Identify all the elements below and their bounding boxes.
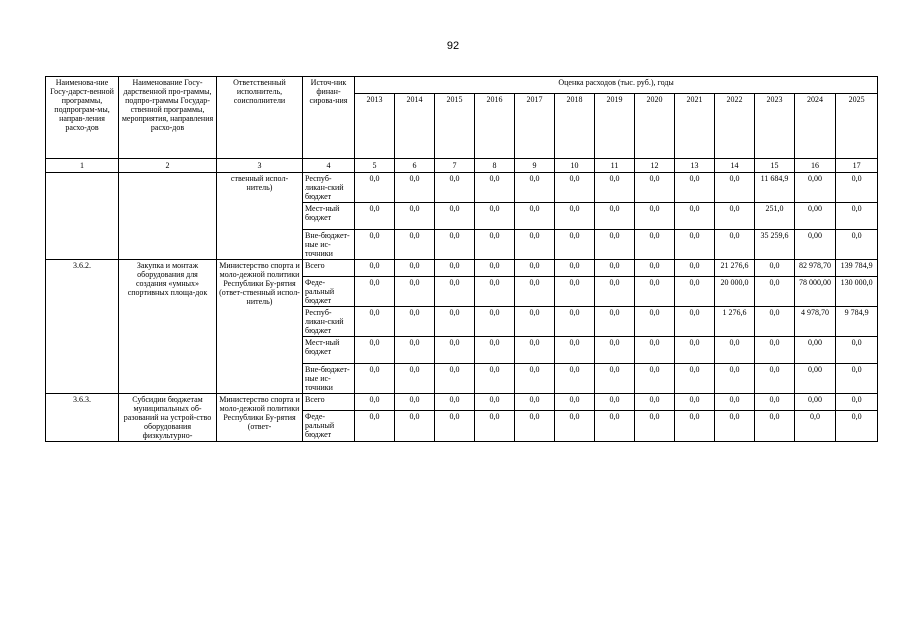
value-cell: 0,0 [475, 394, 515, 411]
value-cell: 0,0 [515, 173, 555, 203]
header-row [46, 77, 878, 94]
value-cell: 0,0 [355, 307, 395, 337]
value-cell: 0,0 [435, 277, 475, 307]
value-cell: 0,0 [355, 337, 395, 364]
column-number: 11 [595, 159, 635, 173]
value-cell: 0,0 [435, 364, 475, 394]
budget-table [45, 76, 878, 442]
measure-name: Субсидии бюджетам муниципальных об-разований на устрой-ство оборудования физкультурно- [119, 394, 217, 442]
value-cell: 0,0 [515, 260, 555, 277]
value-cell: 0,0 [355, 230, 395, 260]
value-cell: 1 276,6 [715, 307, 755, 337]
value-cell: 4 978,70 [795, 307, 836, 337]
column-number: 13 [675, 159, 715, 173]
header-year: 2023 [755, 94, 795, 159]
column-number: 8 [475, 159, 515, 173]
value-cell: 0,0 [635, 277, 675, 307]
value-cell: 0,0 [836, 230, 878, 260]
value-cell: 0,0 [675, 411, 715, 442]
value-cell: 0,0 [755, 411, 795, 442]
header-year: 2021 [675, 94, 715, 159]
header-year: 2020 [635, 94, 675, 159]
value-cell: 35 259,6 [755, 230, 795, 260]
funding-source: Респуб-ликан-ский бюджет [303, 307, 355, 337]
value-cell: 0,0 [395, 230, 435, 260]
value-cell: 0,0 [675, 364, 715, 394]
header-year: 2014 [395, 94, 435, 159]
value-cell: 0,0 [675, 307, 715, 337]
value-cell: 0,0 [515, 230, 555, 260]
funding-source: Вне-бюджет-ные ис-точники [303, 230, 355, 260]
column-number: 6 [395, 159, 435, 173]
column-number: 14 [715, 159, 755, 173]
value-cell: 0,0 [755, 307, 795, 337]
value-cell: 0,0 [595, 203, 635, 230]
header-year: 2019 [595, 94, 635, 159]
value-cell: 0,0 [675, 173, 715, 203]
value-cell: 0,0 [715, 364, 755, 394]
value-cell: 0,0 [555, 364, 595, 394]
value-cell: 0,0 [836, 337, 878, 364]
value-cell: 0,0 [395, 173, 435, 203]
value-cell: 0,0 [395, 277, 435, 307]
value-cell: 78 000,00 [795, 277, 836, 307]
value-cell: 0,0 [715, 337, 755, 364]
column-number: 3 [217, 159, 303, 173]
value-cell: 0,0 [355, 203, 395, 230]
value-cell: 0,0 [395, 394, 435, 411]
value-cell: 0,0 [555, 277, 595, 307]
value-cell: 0,0 [675, 230, 715, 260]
value-cell: 0,0 [555, 260, 595, 277]
value-cell: 0,0 [435, 394, 475, 411]
measure-name [119, 173, 217, 260]
value-cell: 0,0 [355, 411, 395, 442]
value-cell: 0,0 [595, 173, 635, 203]
value-cell: 0,0 [675, 203, 715, 230]
value-cell: 0,0 [635, 411, 675, 442]
value-cell: 0,0 [755, 277, 795, 307]
table-row [46, 173, 878, 203]
value-cell: 0,0 [555, 230, 595, 260]
value-cell: 0,0 [635, 260, 675, 277]
value-cell: 0,0 [395, 337, 435, 364]
value-cell: 0,0 [435, 230, 475, 260]
value-cell: 0,0 [355, 277, 395, 307]
header-measure-name: Наименование Госу-дарственной про-граммы, подпро-граммы Государ-ственной программы, мероприятия, направления расхо-дов [119, 77, 217, 159]
value-cell: 0,0 [395, 364, 435, 394]
value-cell: 0,0 [595, 230, 635, 260]
value-cell: 0,0 [475, 364, 515, 394]
funding-source: Феде-ральный бюджет [303, 411, 355, 442]
value-cell: 0,00 [795, 394, 836, 411]
value-cell: 0,0 [795, 411, 836, 442]
column-number: 15 [755, 159, 795, 173]
column-number: 5 [355, 159, 395, 173]
value-cell: 0,0 [475, 307, 515, 337]
column-number: 1 [46, 159, 119, 173]
value-cell: 0,0 [836, 173, 878, 203]
value-cell: 0,0 [395, 203, 435, 230]
funding-source: Феде-ральный бюджет [303, 277, 355, 307]
value-cell: 0,0 [475, 277, 515, 307]
header-executor: Ответственный исполнитель, соисполнители [217, 77, 303, 159]
value-cell: 0,0 [836, 394, 878, 411]
value-cell: 0,0 [515, 411, 555, 442]
header-program-name: Наименова-ние Госу-дарст-венной программы, подпрограм-мы, направ-ления расхо-дов [46, 77, 119, 159]
value-cell: 0,0 [355, 394, 395, 411]
value-cell: 0,0 [635, 337, 675, 364]
value-cell: 0,0 [595, 411, 635, 442]
value-cell: 0,0 [715, 411, 755, 442]
value-cell: 0,0 [675, 260, 715, 277]
value-cell: 0,0 [475, 230, 515, 260]
value-cell: 0,0 [836, 411, 878, 442]
value-cell: 0,0 [395, 307, 435, 337]
value-cell: 0,0 [715, 203, 755, 230]
measure-code [46, 173, 119, 260]
value-cell: 0,0 [435, 260, 475, 277]
column-number: 2 [119, 159, 217, 173]
column-number: 9 [515, 159, 555, 173]
value-cell: 0,0 [555, 411, 595, 442]
value-cell: 0,0 [595, 364, 635, 394]
value-cell: 0,0 [715, 394, 755, 411]
value-cell: 0,00 [795, 203, 836, 230]
value-cell: 139 784,9 [836, 260, 878, 277]
value-cell: 130 000,0 [836, 277, 878, 307]
column-number: 17 [836, 159, 878, 173]
value-cell: 0,0 [555, 337, 595, 364]
value-cell: 0,0 [515, 307, 555, 337]
funding-source: Всего [303, 394, 355, 411]
executor-name: ственный испол-нитель) [217, 173, 303, 260]
value-cell: 11 684,9 [755, 173, 795, 203]
value-cell: 0,0 [755, 337, 795, 364]
header-year: 2025 [836, 94, 878, 159]
value-cell: 0,0 [715, 230, 755, 260]
funding-source: Респуб-ликан-ский бюджет [303, 173, 355, 203]
value-cell: 0,0 [595, 260, 635, 277]
page-number: 92 [446, 40, 460, 52]
value-cell: 0,00 [795, 230, 836, 260]
value-cell: 0,0 [675, 337, 715, 364]
value-cell: 0,0 [475, 260, 515, 277]
header-year: 2022 [715, 94, 755, 159]
header-expense-estimate: Оценка расходов (тыс. руб.), годы [355, 77, 878, 94]
value-cell: 0,0 [836, 364, 878, 394]
funding-source: Вне-бюджет-ные ис-точники [303, 364, 355, 394]
value-cell: 0,0 [635, 394, 675, 411]
value-cell: 0,0 [475, 203, 515, 230]
value-cell: 0,0 [515, 277, 555, 307]
value-cell: 0,0 [475, 411, 515, 442]
value-cell: 82 978,70 [795, 260, 836, 277]
value-cell: 0,0 [555, 307, 595, 337]
value-cell: 0,0 [635, 307, 675, 337]
value-cell: 0,0 [635, 230, 675, 260]
value-cell: 0,0 [475, 173, 515, 203]
value-cell: 0,0 [635, 364, 675, 394]
value-cell: 0,00 [795, 364, 836, 394]
value-cell: 0,0 [755, 364, 795, 394]
value-cell: 0,0 [435, 411, 475, 442]
table-row [46, 260, 878, 277]
value-cell: 0,0 [515, 364, 555, 394]
column-number: 7 [435, 159, 475, 173]
column-number: 12 [635, 159, 675, 173]
value-cell: 0,0 [515, 203, 555, 230]
column-numbers-row [46, 159, 878, 173]
funding-source: Мест-ный бюджет [303, 337, 355, 364]
value-cell: 0,0 [635, 203, 675, 230]
header-year: 2016 [475, 94, 515, 159]
funding-source: Мест-ный бюджет [303, 203, 355, 230]
value-cell: 0,0 [595, 277, 635, 307]
value-cell: 0,0 [836, 203, 878, 230]
column-number: 16 [795, 159, 836, 173]
value-cell: 9 784,9 [836, 307, 878, 337]
value-cell: 0,00 [795, 337, 836, 364]
value-cell: 20 000,0 [715, 277, 755, 307]
measure-code: 3.6.3. [46, 394, 119, 442]
executor-name: Министерство спорта и моло-дежной политики Республики Бу-рятия (ответ- [217, 394, 303, 442]
value-cell: 0,0 [435, 307, 475, 337]
value-cell: 0,0 [355, 173, 395, 203]
column-number: 10 [555, 159, 595, 173]
value-cell: 0,0 [755, 394, 795, 411]
measure-code: 3.6.2. [46, 260, 119, 394]
value-cell: 0,0 [515, 394, 555, 411]
header-year: 2018 [555, 94, 595, 159]
table-row [46, 394, 878, 411]
value-cell: 0,0 [715, 173, 755, 203]
value-cell: 21 276,6 [715, 260, 755, 277]
value-cell: 0,0 [355, 260, 395, 277]
header-year: 2017 [515, 94, 555, 159]
value-cell: 0,0 [395, 260, 435, 277]
measure-name: Закупка и монтаж оборудования для создания «умных» спортивных площа-док [119, 260, 217, 394]
value-cell: 0,0 [435, 203, 475, 230]
funding-source: Всего [303, 260, 355, 277]
value-cell: 0,0 [555, 173, 595, 203]
value-cell: 0,0 [595, 394, 635, 411]
value-cell: 0,0 [435, 337, 475, 364]
value-cell: 0,0 [355, 364, 395, 394]
value-cell: 0,0 [515, 337, 555, 364]
value-cell: 251,0 [755, 203, 795, 230]
value-cell: 0,0 [555, 203, 595, 230]
value-cell: 0,0 [755, 260, 795, 277]
value-cell: 0,0 [595, 337, 635, 364]
value-cell: 0,0 [435, 173, 475, 203]
column-number: 4 [303, 159, 355, 173]
value-cell: 0,0 [395, 411, 435, 442]
value-cell: 0,0 [595, 307, 635, 337]
executor-name: Министерство спорта и моло-дежной политики Республики Бу-рятия (ответ-ственный испол-нитель) [217, 260, 303, 394]
value-cell: 0,0 [475, 337, 515, 364]
value-cell: 0,00 [795, 173, 836, 203]
header-year: 2024 [795, 94, 836, 159]
header-funding-source: Источ-ник финан-сирова-ния [303, 77, 355, 159]
value-cell: 0,0 [675, 277, 715, 307]
value-cell: 0,0 [635, 173, 675, 203]
value-cell: 0,0 [555, 394, 595, 411]
header-year: 2013 [355, 94, 395, 159]
value-cell: 0,0 [675, 394, 715, 411]
header-year: 2015 [435, 94, 475, 159]
